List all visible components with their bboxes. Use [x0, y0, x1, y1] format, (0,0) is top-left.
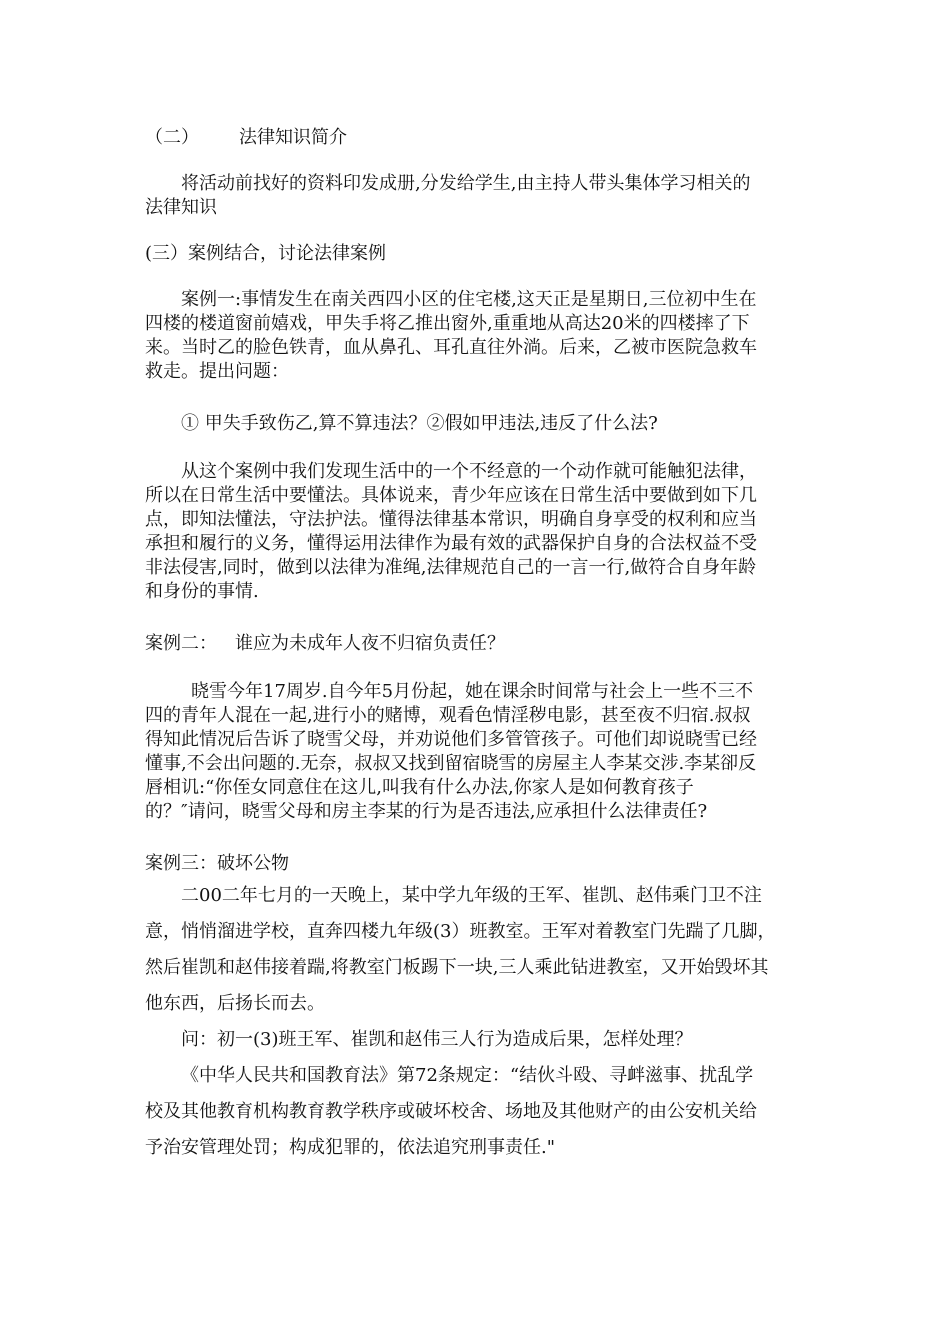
- case2-heading-text: 谁应为未成年人夜不归宿负责任？: [235, 633, 505, 654]
- paragraph-line: 校及其他教育机构教育教学秩序或破坏校舍、场地及其他财产的由公安机关给: [145, 1101, 757, 1122]
- case3-question: 问：初一(3)班王军、崔凯和赵伟三人行为造成后果，怎样处理？: [181, 1029, 693, 1050]
- paragraph-line: 将活动前找好的资料印发成册,分发给学生,由主持人带头集体学习相关的: [181, 173, 751, 194]
- case2-heading: [145, 632, 815, 656]
- paragraph-line: 案例一:事情发生在南关西四小区的住宅楼,这天正是星期日,三位初中生在: [181, 289, 757, 310]
- paragraph-line: 然后崔凯和赵伟接着踹,将教室门板踢下一块,三人乘此钻进教室，又开始毁坏其: [145, 957, 769, 978]
- section3-heading: (三）案例结合，讨论法律案例: [145, 243, 387, 264]
- paragraph-line: 晓雪今年17周岁.自今年5月份起，她在课余时间常与社会上一些不三不: [191, 681, 754, 702]
- paragraph-line: 和身份的事情.: [145, 581, 259, 602]
- paragraph-line: 从这个案例中我们发现生活中的一个不经意的一个动作就可能触犯法律，: [181, 461, 757, 482]
- paragraph-line: 所以在日常生活中要懂法。具体说来，青少年应该在日常生活中要做到如下几: [145, 485, 757, 506]
- paragraph-line: 四的青年人混在一起,进行小的赌博，观看色情淫秽电影，甚至夜不归宿.叔叔: [145, 705, 751, 726]
- paragraph-line: 《中华人民共和国教育法》第72条规定：“结伙斗殴、寻衅滋事、扰乱学: [181, 1065, 754, 1086]
- case1-question: ① 甲失手致伤乙,算不算违法？②假如甲违法,违反了什么法?: [181, 413, 658, 434]
- paragraph-line: 得知此情况后告诉了晓雪父母，并劝说他们多管管孩子。可他们却说晓雪已经: [145, 729, 757, 750]
- case2-heading-label: 案例二：: [145, 633, 217, 654]
- paragraph-line: 点，即知法懂法，守法护法。懂得法律基本常识，明确自身享受的权利和应当: [145, 509, 757, 530]
- section2-paragraph: [145, 172, 815, 220]
- paragraph-line: 予治安管理处罚；构成犯罪的，依法追究刑事责任.": [145, 1137, 555, 1158]
- paragraph-line: 四楼的楼道窗前嬉戏，甲失手将乙推出窗外,重重地从高达20米的四楼摔了下: [145, 313, 750, 334]
- case1-paragraph: [145, 288, 815, 384]
- paragraph-line: 承担和履行的义务，懂得运用法律作为最有效的武器保护自身的合法权益不受: [145, 533, 757, 554]
- paragraph-line: 的？″请问，晓雪父母和房主李某的行为是否违法,应承担什么法律责任?: [145, 801, 708, 822]
- paragraph-line: 他东西，后扬长而去。: [145, 993, 325, 1014]
- case3-heading: 案例三：破坏公物: [145, 853, 289, 874]
- paragraph-line: 意，悄悄溜进学校，直奔四楼九年级(3）班教室。王军对着教室门先踹了几脚，: [145, 921, 776, 942]
- section2-heading-number: （二）: [145, 127, 199, 148]
- section2-heading-text: 法律知识简介: [239, 127, 347, 148]
- paragraph-line: 非法侵害,同时，做到以法律为准绳,法律规范自己的一言一行,做符合自身年龄: [145, 557, 757, 578]
- case1-analysis: [145, 460, 815, 604]
- paragraph-line: 法律知识: [145, 197, 217, 218]
- section2-heading: [145, 126, 815, 150]
- paragraph-line: 懂事,不会出问题的.无奈，叔叔又找到留宿晓雪的房屋主人李某交涉.李某卻反: [145, 753, 757, 774]
- case2-paragraph: [145, 680, 815, 824]
- case3-paragraph: [145, 878, 815, 1166]
- paragraph-line: 唇相讥:“你侄女同意住在这儿,叫我有什么办法,你家人是如何教育孩子: [145, 777, 694, 798]
- paragraph-line: 二00二年七月的一天晚上，某中学九年级的王军、崔凯、赵伟乘门卫不注: [181, 885, 762, 906]
- paragraph-line: 救走。提出问题：: [145, 361, 289, 382]
- paragraph-line: 来。当时乙的脸色铁青，血从鼻孔、耳孔直往外淌。后来，乙被市医院急救车: [145, 337, 757, 358]
